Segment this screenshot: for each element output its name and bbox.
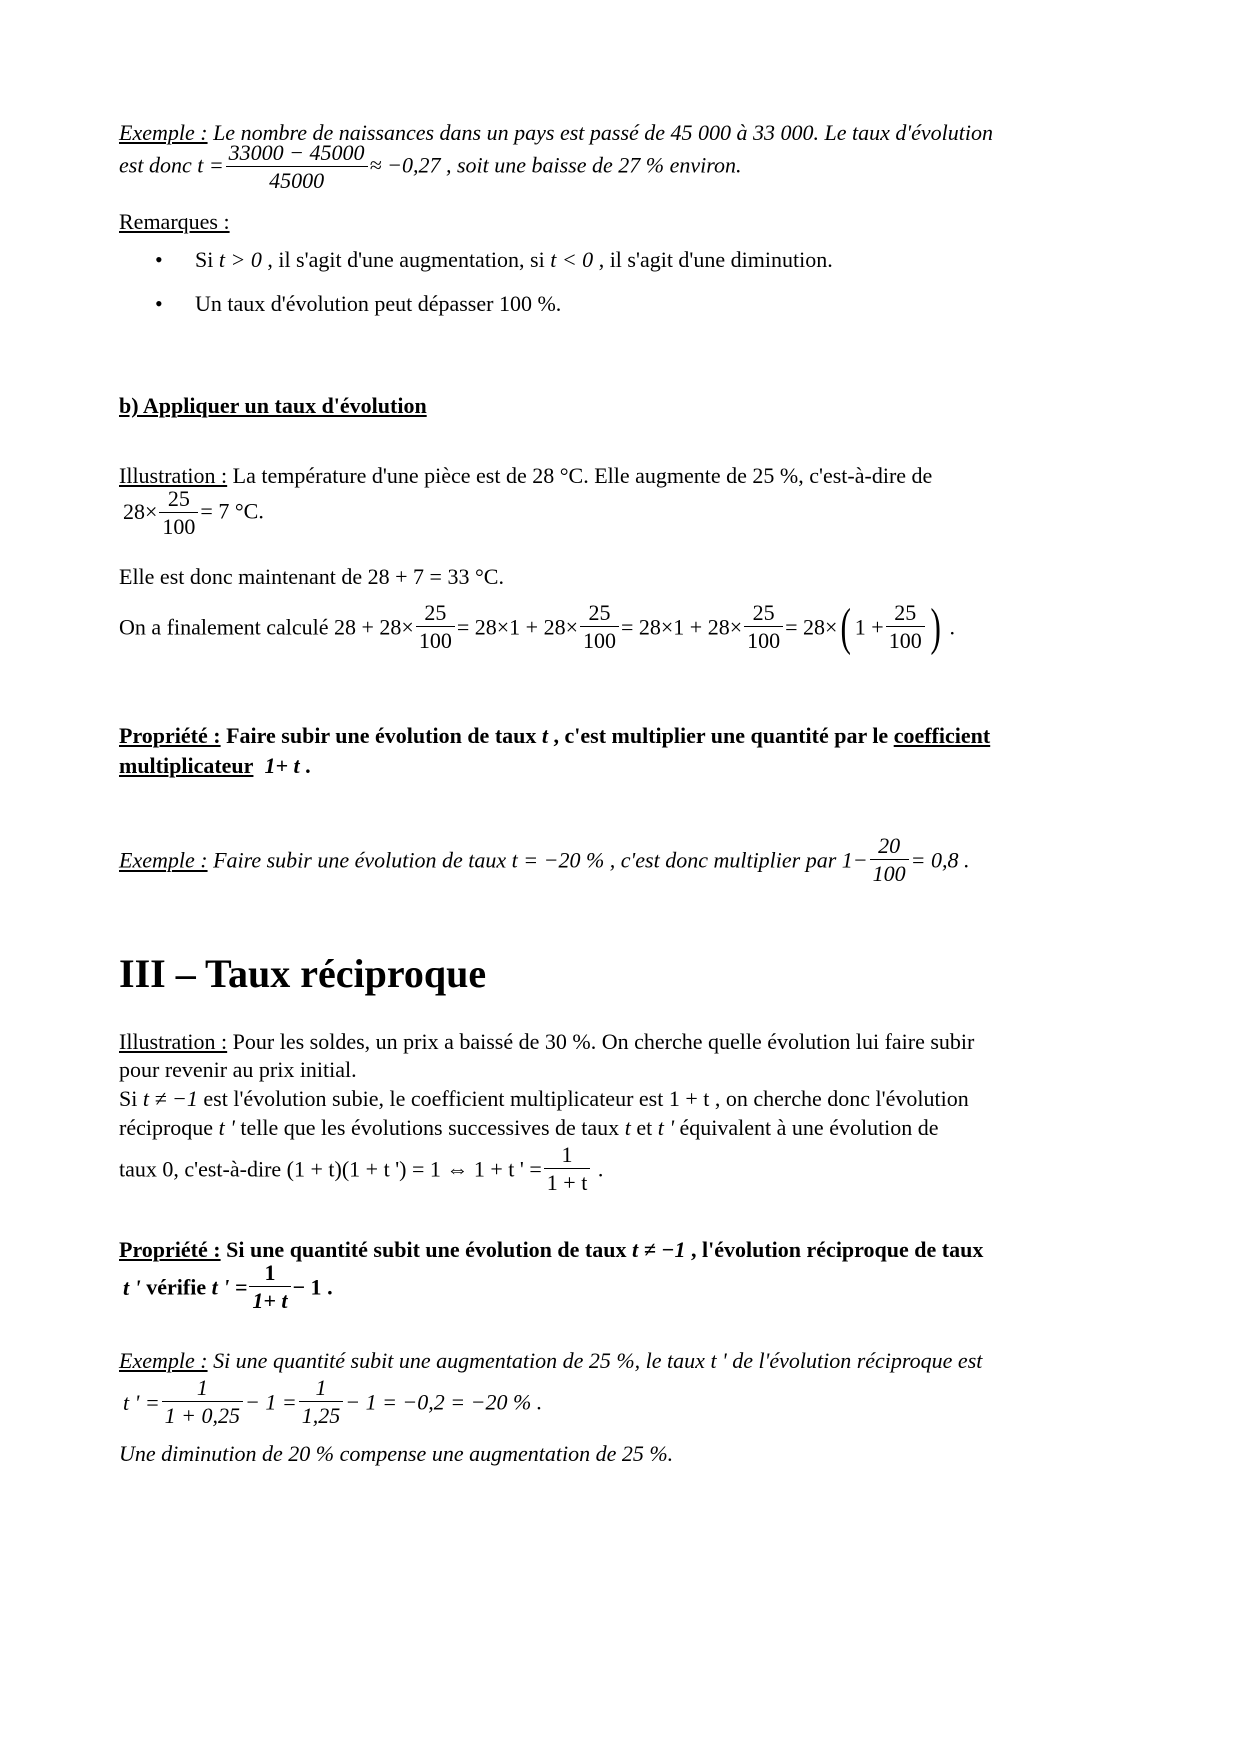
fraction: $\frac{25}{100}$ xyxy=(416,600,455,655)
section-3-title: III – Taux réciproque xyxy=(119,951,487,996)
fraction: $\frac{1}{1 + t}$ xyxy=(544,1142,591,1197)
illustration-2-line-3: Si t ≠ −1 est l'évolution subie, le coefficient multiplicateur est 1 + t , on cherche donc l'évolution xyxy=(119,1086,969,1111)
example-label: Exemple : xyxy=(119,120,208,145)
remarks-heading: Remarques : xyxy=(119,209,230,234)
example-3-line-2: t ' = $\frac{1}{1 + 0,25}$ − 1 = $\frac{1}{1,25}$ − 1 = −0,2 = −20 % . xyxy=(123,1375,543,1428)
illustration-2-line-4: réciproque t ' telle que les évolutions successives de taux t et t ' équivalent à une évolution de xyxy=(119,1115,939,1140)
fraction: $\frac{25}{100}$ xyxy=(580,600,619,655)
bullet-icon: • xyxy=(155,247,163,272)
illustration-2-line-5: taux 0, c'est-à-dire (1 + t)(1 + t ') = 1 ⇔ 1 + t ' = $\frac{1}{1 + t}$ . xyxy=(119,1142,604,1195)
fraction: $\frac{25}{100}$ xyxy=(886,600,925,655)
fraction: $\frac{33000 - 45000}{45000}$ xyxy=(226,140,368,195)
illustration-1-line-1: Illustration : La température d'une pièce est de 28 °C. Elle augmente de 25 %, c'est-à-dire de xyxy=(119,463,933,488)
illustration-1-line-2: 28× $\frac{25}{100}$ = 7 °C. xyxy=(123,486,264,539)
fraction: $\frac{25}{100}$ xyxy=(159,486,198,541)
left-parenthesis: ( xyxy=(840,598,852,656)
fraction: $\frac{1}{1 + 0,25}$ xyxy=(162,1375,243,1430)
example-1-line-2: est donc t = $\frac{33000 - 45000}{45000}$ ≈ −0,27 , soit une baisse de 27 % environ. xyxy=(119,140,742,193)
fraction: $\frac{20}{100}$ xyxy=(870,833,909,888)
example-3-line-3: Une diminution de 20 % compense une augmentation de 25 %. xyxy=(119,1441,674,1466)
illustration-1-line-4: On a finalement calculé 28 + 28× $\frac{25}{100}$ = 28×1 + 28× $\frac{25}{100}$ = 28×1 + 28× $\frac{25}{100}$ = 28×( 1 + $\frac{25}{100}$ ) . xyxy=(119,598,956,656)
example-3-line-1: Exemple : Si une quantité subit une augmentation de 25 %, le taux t ' de l'évolution réciproque est xyxy=(119,1348,983,1373)
property-2-line-2: t ' vérifie t ' = $\frac{1}{1+ t}$ − 1 . xyxy=(123,1260,333,1313)
property-1-line-1: Propriété : Faire subir une évolution de taux t , c'est multiplier une quantité par le coefficient xyxy=(119,723,991,748)
illustration-2-line-2: pour revenir au prix initial. xyxy=(119,1057,357,1082)
bullet-icon: • xyxy=(155,291,163,316)
fraction: $\frac{25}{100}$ xyxy=(744,600,783,655)
fraction: $\frac{1}{1+ t}$ xyxy=(249,1260,290,1315)
example-1-line-1: Exemple : Le nombre de naissances dans un pays est passé de 45 000 à 33 000. Le taux d'évolution xyxy=(119,120,993,145)
right-parenthesis: ) xyxy=(930,598,941,656)
property-1-line-2: multiplicateur 1+ t . xyxy=(119,753,311,778)
section-b-title: b) Appliquer un taux d'évolution xyxy=(119,393,427,418)
formula: t = xyxy=(197,152,224,178)
illustration-1-line-3: Elle est donc maintenant de 28 + 7 = 33 °C. xyxy=(119,564,504,589)
fraction: $\frac{1}{1,25}$ xyxy=(299,1375,344,1430)
example-2-line: Exemple : Faire subir une évolution de taux t = −20 % , c'est donc multiplier par 1− $\frac{20}{100}$ = 0,8 . xyxy=(119,833,970,886)
property-2-line-1: Propriété : Si une quantité subit une évolution de taux t ≠ −1 , l'évolution réciproque de taux xyxy=(119,1237,984,1262)
illustration-2-line-1: Illustration : Pour les soldes, un prix a baissé de 30 %. On cherche quelle évolution lui faire subir xyxy=(119,1029,975,1054)
